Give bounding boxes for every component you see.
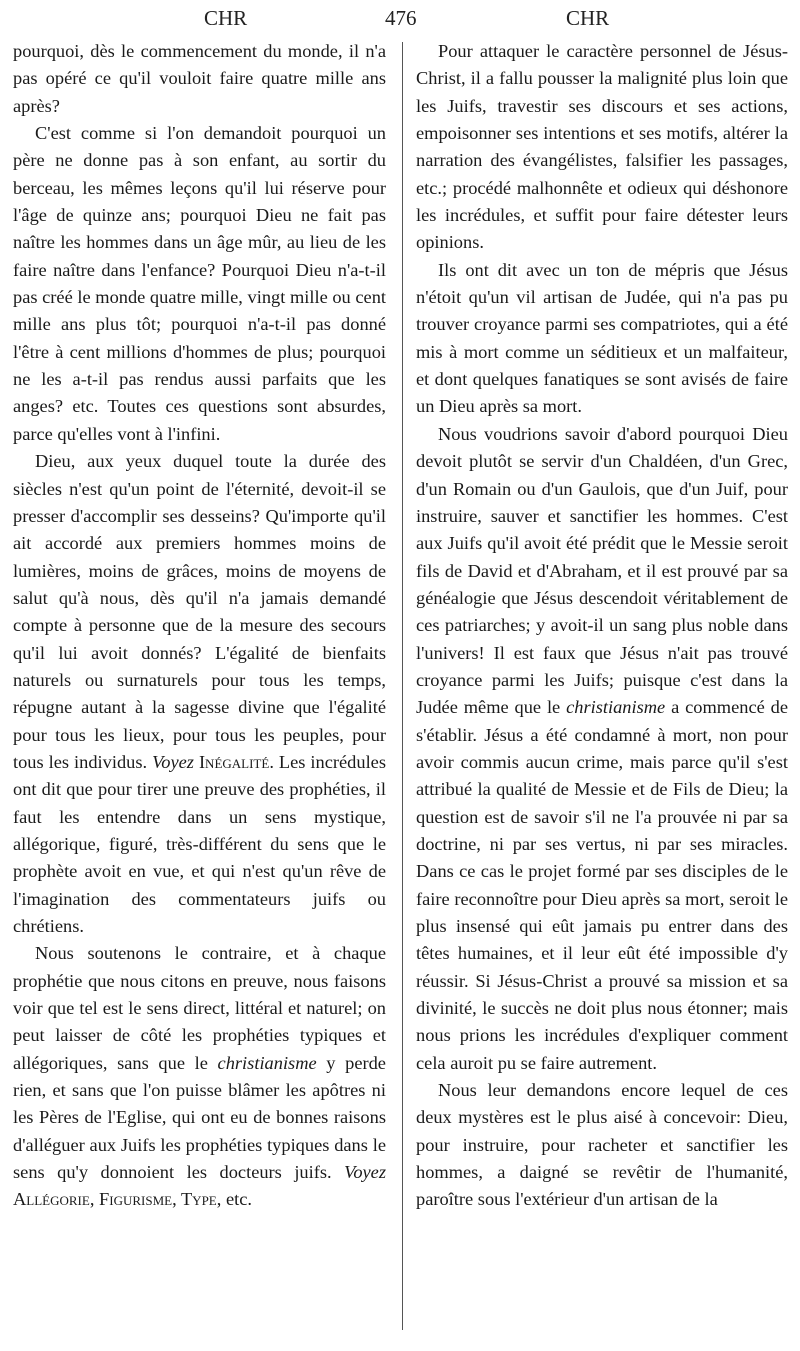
header-right-word: CHR	[566, 6, 610, 30]
paragraph: C'est comme si l'on demandoit pourquoi un père ne donne pas à son enfant, au sortir du berceau, les mêmes leçons qu'il lui réserve pour l'âge de quinze ans; pourquoi Dieu ne fait pas naître les hommes dans un âge mûr, au lieu de les faire naître dans l'enfance? Pourquoi Dieu n'a-t-il pas créé le monde quatre mille, vingt mille ou cent mille ans plus tôt; pourquoi n'a-t-il pas donné l'être à cent millions d'hommes de plus; pourquoi ne les a-t-il pas rendus aussi parfaits que les anges? etc. Toutes ces questions sont absurdes, parce qu'elles vont à l'infini.	[13, 123, 386, 444]
emphasis-term: christianisme	[217, 1052, 317, 1073]
cross-reference: Voyez	[152, 751, 194, 772]
paragraph: Nous voudrions savoir d'abord pourquoi Dieu devoit plutôt se servir d'un Chaldéen, d'un Grec, d'un Romain ou d'un Gaulois, que d'un Juif, pour instruire, sauver et sanctifier les hommes. C'est aux Juifs qu'il avoit été prédit que le Messie seroit fils de David et d'Abraham, et il est prouvé par sa généalogie que Jésus descendoit véritablement de ces patriarches; y avoit-il un sang plus noble dans l'univers! Il est faux que Jésus n'ait pas trouvé croyance parmi les Juifs; puisque c'est dans la Judée même que le christianisme a commencé de s'établir. Jésus a été condamné à mort, non pour avoir commis aucun crime, mais parce qu'il s'est attribué la qualité de Messie et de Fils de Dieu; la question est de savoir s'il ne l'a prouvée ni par sa doctrine, ni par ses vertus, ni par ses miracles. Dans ce cas le projet formé par ses disciples de le faire reconnoître pour Dieu après sa mort, seroit le plus insensé qui eût jamais pu entrer dans des têtes humaines, et il leur eût été impossible d'y réussir. Si Jésus-Christ a prouvé sa mission et sa divinité, le succès ne doit plus nous étonner; mais nous prions les incrédules d'expliquer comment cela auroit pu se faire autrement.	[416, 423, 788, 1073]
cross-reference: Inégalité.	[198, 751, 274, 772]
running-header	[0, 2, 800, 38]
right-column	[416, 38, 788, 1214]
cross-reference: Allégorie, Figurisme, Type,	[13, 1189, 222, 1210]
cross-reference: Voyez	[344, 1162, 386, 1183]
column-divider	[402, 42, 403, 1330]
paragraph: Pour attaquer le caractère personnel de Jésus-Christ, il a fallu pousser la malignité plus loin que les Juifs, travestir ses discours et ses actions, empoisonner ses intentions et ses motifs, altérer la narration des évangélistes, falsifier les passages, etc.; procédé malhonnête et odieux qui déshonore les incrédules, et suffit pour faire détester leurs opinions.	[416, 41, 788, 253]
left-column	[13, 38, 386, 1214]
paragraph: Dieu, aux yeux duquel toute la durée des siècles n'est qu'un point de l'éternité, devoit-il se presser d'accomplir ses desseins? Qu'importe qu'il ait accordé aux premiers hommes moins de lumières, moins de grâces, moins de moyens de salut qu'à nous, dès qu'il n'a jamais demandé compte à personne que de la mesure des secours qu'il lui avoit donnés? L'égalité de bienfaits naturels ou surnaturels pour tous les temps, répugne autant à la sagesse divine que l'égalité pour tous les lieux, pour tous les peuples, pour tous les individus. Voyez Inégalité. Les incrédules ont dit que pour tirer une preuve des prophéties, il faut les entendre dans un sens mystique, allégorique, figuré, très-différent du sens que le prophète avoit en vue, et qui n'est qu'un rêve de l'imagination des commentateurs juifs ou chrétiens.	[13, 451, 387, 936]
page-number: 476	[385, 6, 417, 30]
emphasis-term: christianisme	[566, 697, 666, 718]
header-left-word: CHR	[204, 6, 248, 30]
paragraph: pourquoi, dès le commencement du monde, il n'a pas opéré ce qu'il vouloit faire quatre mille ans après?	[13, 41, 386, 116]
paragraph: Nous leur demandons encore lequel de ces deux mystères est le plus aisé à concevoir: Dieu, pour instruire, pour racheter et sanctifier les hommes, a daigné se revêtir de l'humanité, paroître sous l'extérieur d'un artisan de la	[416, 1080, 788, 1210]
paragraph: Nous soutenons le contraire, et à chaque prophétie que nous citons en preuve, nous faisons voir que tel est le sens direct, littéral et naturel; on peut laisser de côté les prophéties typiques et allégoriques, sans que le christianisme y perde rien, et sans que l'on puisse blâmer les apôtres ni les Pères de l'Eglise, qui ont eu de bonnes raisons d'alléguer aux Juifs les prophéties typiques dans le sens qu'y donnoient les docteurs juifs. Voyez Allégorie, Figurisme, Type, etc.	[13, 943, 386, 1210]
paragraph: Ils ont dit avec un ton de mépris que Jésus n'étoit qu'un vil artisan de Judée, qui n'a pas pu trouver croyance parmi ses compatriotes, qui a été mis à mort comme un séditieux et un malfaiteur, et dont quelques fanatiques se sont avisés de faire un Dieu après sa mort.	[416, 259, 788, 417]
